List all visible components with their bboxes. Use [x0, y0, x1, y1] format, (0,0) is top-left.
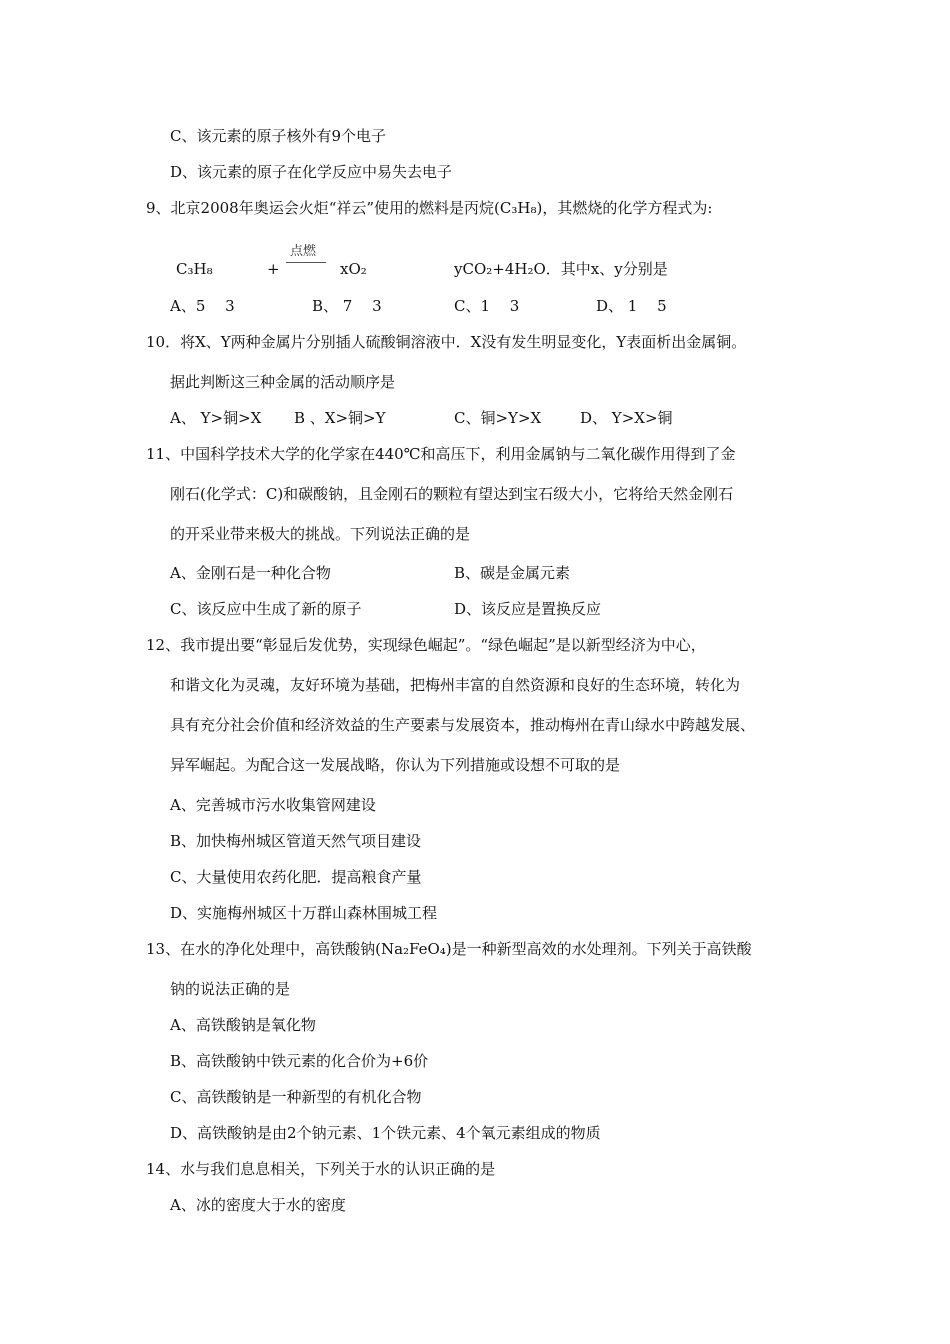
q10-option-c: C、铜>Y>X	[454, 409, 542, 427]
q13-stem: 13、在水的净化处理中，高铁酸钠(Na₂FeO₄)是一种新型高效的水处理剂。下列关于高铁酸	[146, 940, 752, 958]
q12-option-d: D、实施梅州城区十万群山森林围城工程	[170, 904, 438, 922]
q12-stem: 12、我市提出要“彰显后发优势，实现绿色崛起”。“绿色崛起”是以新型经济为中心，	[146, 636, 706, 654]
q13-option-a: A、高铁酸钠是氧化物	[170, 1016, 316, 1034]
q12-option-c: C、大量使用农药化肥．提高粮食产量	[170, 868, 422, 886]
q11-option-c: C、该反应中生成了新的原子	[170, 600, 362, 618]
q12-option-b: B、加快梅州城区管道天然气项目建设	[170, 832, 422, 850]
q8-option-c: C、该元素的原子核外有9个电子	[170, 127, 387, 145]
q9-equation-rhs: yCO₂+4H₂O．其中x、y分别是	[454, 260, 668, 278]
q13-option-d: D、高铁酸钠是由2个钠元素、1个铁元素、4个氧元素组成的物质	[170, 1124, 601, 1142]
q9-option-a: A、5 3	[170, 297, 235, 315]
q9-equation-plus: +	[267, 260, 280, 278]
q13-stem-2: 钠的说法正确的是	[170, 980, 291, 998]
q10-option-d: D、 Y>X>铜	[580, 409, 673, 427]
q8-option-d: D、该元素的原子在化学反应中易失去电子	[170, 163, 453, 181]
q10-option-a: A、 Y>铜>X	[170, 409, 262, 427]
q11-option-a: A、金刚石是一种化合物	[170, 564, 331, 582]
q9-stem: 9、北京2008年奥运会火炬“祥云”使用的燃料是丙烷(C₃H₈)，其燃烧的化学方程式为:	[146, 199, 713, 217]
q13-option-c: C、高铁酸钠是一种新型的有机化合物	[170, 1088, 422, 1106]
q14-option-a: A、冰的密度大于水的密度	[170, 1196, 346, 1214]
q9-equation-xo2: xO₂	[340, 260, 367, 278]
q13-option-b: B、高铁酸钠中铁元素的化合价为+6价	[170, 1052, 429, 1070]
q9-option-d: D、 1 5	[596, 297, 667, 315]
q11-option-d: D、该反应是置换反应	[454, 600, 602, 618]
q12-option-a: A、完善城市污水收集管网建设	[170, 796, 376, 814]
q10-stem-2: 据此判断这三种金属的活动顺序是	[170, 373, 396, 391]
q9-option-b: B、 7 3	[312, 297, 382, 315]
q14-stem: 14、水与我们息息相关，下列关于水的认识正确的是	[146, 1160, 496, 1178]
q11-stem-3: 的开采业带来极大的挑战。下列说法正确的是	[170, 525, 471, 543]
q12-stem-3: 具有充分社会价值和经济效益的生产要素与发展资本，推动梅州在青山绿水中跨越发展、	[170, 716, 756, 734]
q9-equation-condition: 点燃	[290, 244, 317, 259]
q11-stem-2: 刚石(化学式：C)和碳酸钠，且金刚石的颗粒有望达到宝石级大小，它将给天然金刚石	[170, 485, 734, 503]
q10-stem: 10．将X、Y两种金属片分别插人硫酸铜溶液中．X没有发生明显变化，Y表面析出金属铜。	[146, 333, 747, 351]
q10-option-b: B 、X>铜>Y	[294, 409, 386, 427]
q9-equation-c3h8: C₃H₈	[176, 260, 213, 278]
q12-stem-2: 和谐文化为灵魂，友好环境为基础，把梅州丰富的自然资源和良好的生态环境，转化为	[170, 676, 741, 694]
q9-equation-arrow	[286, 262, 326, 263]
q12-stem-4: 异军崛起。为配合这一发展战略，你认为下列措施或设想不可取的是	[170, 756, 621, 774]
q9-option-c: C、1 3	[454, 297, 520, 315]
q11-option-b: B、碳是金属元素	[454, 564, 571, 582]
q11-stem: 11、中国科学技术大学的化学家在440℃和高压下，利用金属钠与二氧化碳作用得到了金	[146, 445, 736, 463]
